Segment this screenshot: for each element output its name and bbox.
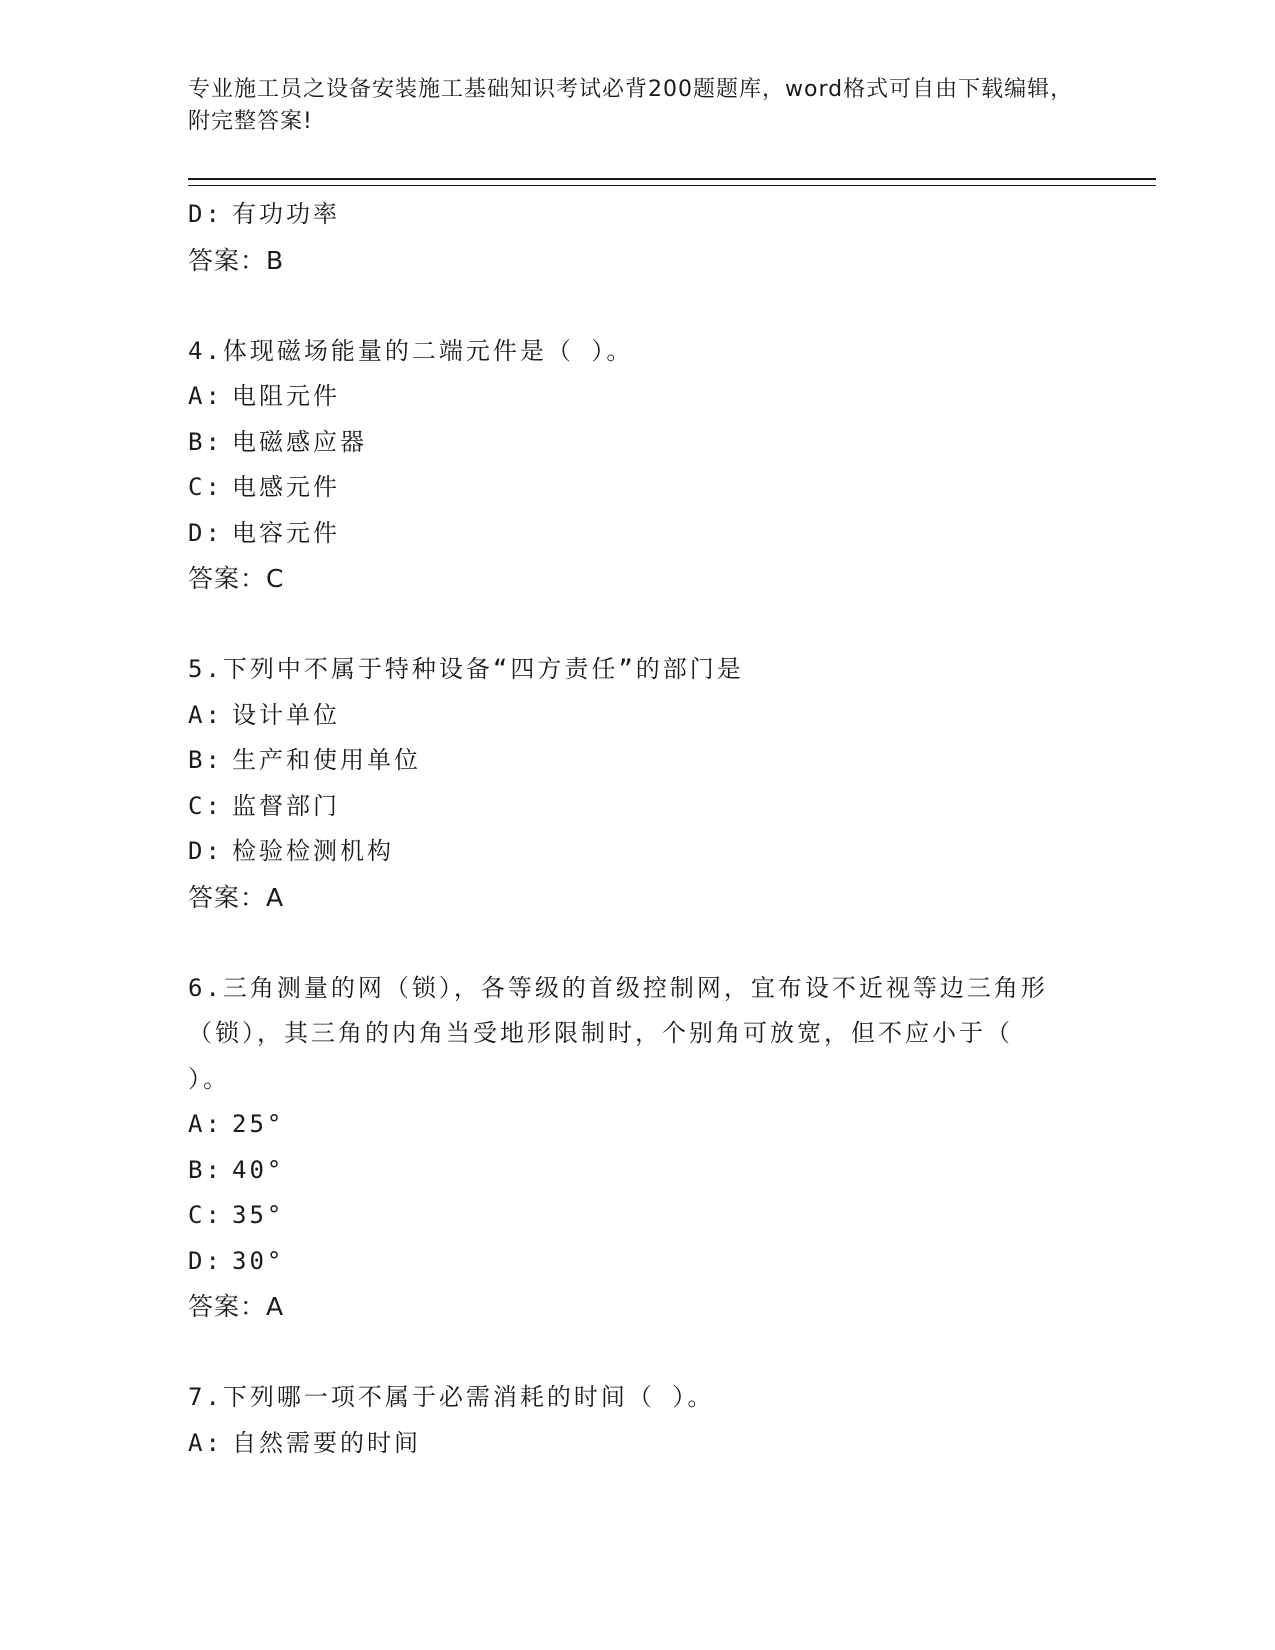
header-divider: [188, 178, 1156, 186]
option-text: 检验检测机构: [232, 837, 394, 865]
option-text: 电磁感应器: [232, 427, 367, 456]
option-line: [188, 738, 1068, 784]
option-line: [188, 1193, 1068, 1239]
option-text: 35°: [232, 1201, 285, 1229]
option-letter: C:: [188, 791, 223, 820]
option-letter: B:: [188, 427, 223, 456]
option-letter: A:: [188, 1428, 223, 1457]
option-text: 自然需要的时间: [232, 1428, 421, 1457]
question-stem: 7.下列哪一项不属于必需消耗的时间（ ）。: [188, 1383, 715, 1411]
option-letter: D:: [188, 518, 223, 547]
option-line: [188, 1148, 1068, 1194]
option-line: [188, 829, 1068, 875]
answer-line: 答案：A: [188, 1292, 285, 1321]
option-text: 监督部门: [232, 791, 340, 820]
answer-line: 答案：C: [188, 564, 285, 593]
option-text: 25°: [232, 1110, 285, 1138]
question-stem: 6.三角测量的网（锁），各等级的首级控制网，宜布设不近视等边三角形（锁），其三角的内角当受地形限制时，个别角可放宽，但不应小于（ ）。: [188, 973, 1048, 1093]
spacer: [188, 602, 1068, 648]
question-stem: 5.下列中不属于特种设备“四方责任”的部门是: [188, 655, 744, 683]
option-text: 40°: [232, 1155, 285, 1184]
option-line: [188, 420, 1068, 466]
option-text: 设计单位: [232, 700, 340, 729]
option-letter: A:: [188, 1110, 223, 1138]
option-text: 30°: [232, 1246, 285, 1275]
option-line: [188, 374, 1068, 420]
spacer: [188, 283, 1068, 329]
option-letter: C:: [188, 1201, 223, 1229]
option-line: [188, 465, 1068, 511]
question-list: [188, 192, 1068, 1466]
option-letter: D:: [188, 1246, 223, 1275]
answer-line: 答案：A: [188, 882, 285, 912]
option-line: [188, 1102, 1068, 1148]
option-letter: B:: [188, 1155, 223, 1184]
option-letter: B:: [188, 746, 223, 774]
option-letter: A:: [188, 382, 223, 410]
option-text: 电阻元件: [232, 382, 340, 410]
question-stem: 4.体现磁场能量的二端元件是（ ）。: [188, 336, 634, 365]
option-line: [188, 693, 1068, 739]
option-letter: A:: [188, 700, 223, 729]
option-line: [188, 192, 1068, 238]
option-letter: D:: [188, 837, 223, 865]
option-line: [188, 511, 1068, 557]
option-line: [188, 784, 1068, 830]
answer-line: 答案：B: [188, 245, 285, 275]
option-letter: D:: [188, 200, 223, 228]
spacer: [188, 1330, 1068, 1376]
option-text: 电感元件: [232, 473, 340, 501]
option-line: [188, 1239, 1068, 1285]
option-letter: C:: [188, 473, 223, 501]
option-line: [188, 1421, 1068, 1467]
option-text: 生产和使用单位: [232, 746, 421, 774]
spacer: [188, 920, 1068, 966]
option-text: 电容元件: [232, 518, 340, 547]
page-header-title: 专业施工员之设备安装施工基础知识考试必背200题题库，word格式可自由下载编辑，附完整答案!: [188, 77, 1074, 134]
option-text: 有功功率: [232, 200, 340, 228]
